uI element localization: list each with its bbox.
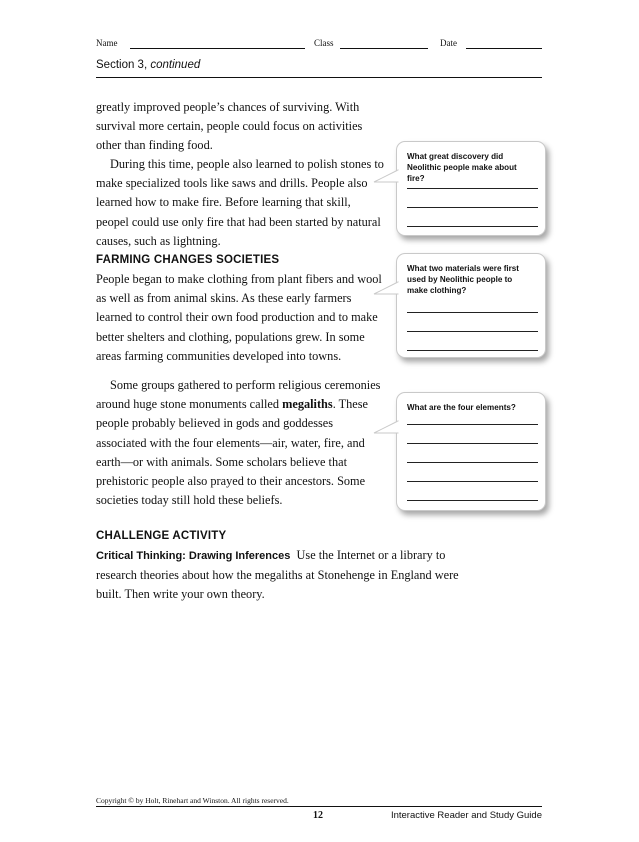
- question-box-2: [396, 253, 546, 358]
- header-rule: [96, 77, 542, 78]
- paragraph-4-text-b: . These people probably believed in gods and goddesses associated with the four elements—air, water, fire, and earth—or with animals. Some scholars believe that prehistoric people also prayed to their ancestors. Some societies today still hold these beliefs.: [96, 397, 368, 508]
- paragraph-4-text-a: Some groups gathered to perform religious ceremonies around huge stone monuments called: [96, 378, 381, 412]
- paragraph-2: [96, 155, 386, 251]
- page-number: 12: [313, 810, 323, 821]
- guide-title: Interactive Reader and Study Guide: [390, 810, 542, 821]
- section-label: Section 3,: [96, 59, 148, 71]
- answer-line[interactable]: [407, 443, 538, 444]
- name-field-line[interactable]: [130, 48, 305, 49]
- question-box-3: [396, 392, 546, 511]
- callout-pointer-3: [372, 419, 400, 439]
- question-2-text: What two materials were first used by Neolithic people to make clothing?: [407, 264, 519, 295]
- question-3-text: What are the four elements?: [407, 403, 516, 412]
- answer-line[interactable]: [407, 226, 538, 227]
- challenge-text: Use the Internet or a library to research theories about how the megaliths at Stonehenge in England were built. Then write your own theory.: [96, 548, 459, 601]
- date-label: Date: [440, 38, 457, 48]
- footer-rule: [96, 806, 542, 807]
- callout-pointer-2: [372, 280, 400, 300]
- name-label: Name: [96, 38, 118, 48]
- paragraph-2-text: During this time, people also learned to polish stones to make specialized tools like saws and drills. People also learned how to make fire. Before learning that skill, peopel could use only fire that had been started by natural causes, such as lightning.: [96, 157, 384, 248]
- answer-line[interactable]: [407, 424, 538, 425]
- answer-line[interactable]: [407, 188, 538, 189]
- paragraph-3: People began to make clothing from plant fibers and wool as well as from animal skins. As these early farmers learned to control their own food production and to make better shelters and clothing, populations grew. In some areas farming communities developed into towns.: [96, 272, 382, 363]
- challenge-label: Critical Thinking: Drawing Inferences: [96, 550, 291, 562]
- answer-line[interactable]: [407, 207, 538, 208]
- answer-line[interactable]: [407, 331, 538, 332]
- question-box-1: [396, 141, 546, 236]
- challenge-paragraph: [96, 546, 476, 604]
- section-continued: continued: [150, 59, 201, 71]
- answer-line[interactable]: [407, 481, 538, 482]
- paragraph-1: greatly improved people’s chances of surviving. With survival more certain, people could focus on activities other than finding food.: [96, 100, 363, 153]
- section-title: [96, 59, 200, 71]
- heading-farming: FARMING CHANGES SOCIETIES: [96, 254, 280, 266]
- answer-line[interactable]: [407, 350, 538, 351]
- paragraph-4: [96, 376, 386, 510]
- class-label: Class: [314, 38, 334, 48]
- answer-line[interactable]: [407, 462, 538, 463]
- header-fields: [96, 38, 542, 52]
- date-field-line[interactable]: [466, 48, 542, 49]
- answer-line[interactable]: [407, 500, 538, 501]
- copyright: Copyright © by Holt, Rinehart and Winston. All rights reserved.: [96, 796, 289, 805]
- heading-challenge: CHALLENGE ACTIVITY: [96, 530, 227, 542]
- question-1-text: What great discovery did Neolithic people make about fire?: [407, 152, 517, 183]
- callout-pointer-1: [372, 168, 400, 188]
- class-field-line[interactable]: [340, 48, 428, 49]
- term-megaliths: megaliths: [282, 397, 333, 412]
- answer-line[interactable]: [407, 312, 538, 313]
